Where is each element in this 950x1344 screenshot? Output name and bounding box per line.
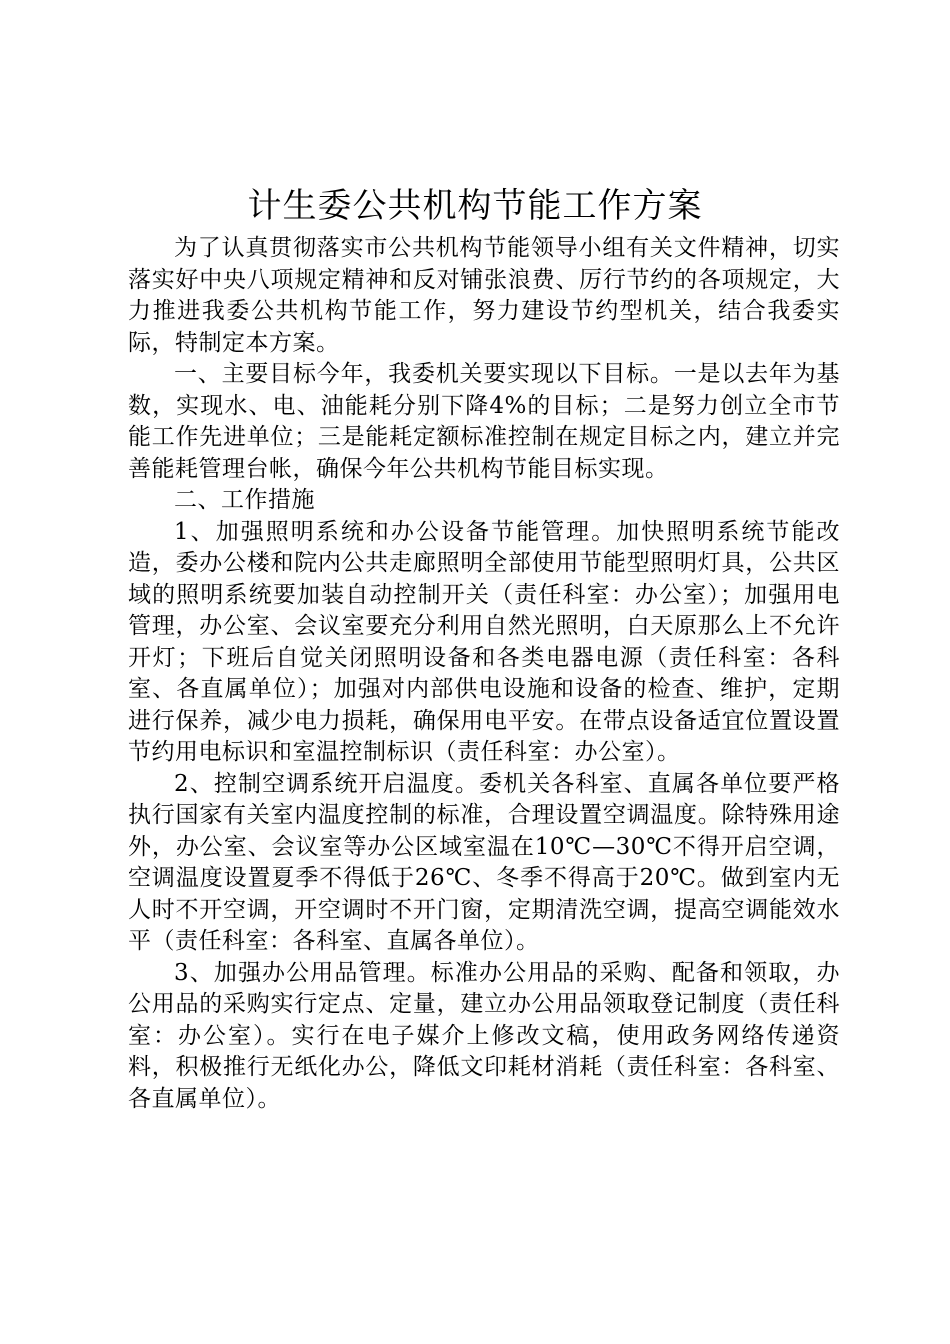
document-title: 计生委公共机构节能工作方案	[247, 186, 703, 226]
paragraph-lighting-management: 1、加强照明系统和办公设备节能管理。加快照明系统节能改造，委办公楼和院内公共走廊照明全部使用节能型照明灯具，公共区域的照明系统要加装自动控制开关（责任科室：办公室）；加强用电管理，办公室、会议室要充分利用自然光照明，白天原那么上不允许开灯；下班后自觉关闭照明设备和各类电器电源（责任科室：各科室、各直属单位）；加强对内部供电设施和设备的检查、维护，定期进行保养，减少电力损耗，确保用电平安。在带点设备适宜位置设置节约用电标识和室温控制标识（责任科室：办公室）。	[128, 518, 840, 765]
paragraph-air-conditioning-control: 2、控制空调系统开启温度。委机关各科室、直属各单位要严格执行国家有关室内温度控制的标准，合理设置空调温度。除特殊用途外，办公室、会议室等办公区域室温在10℃—30℃不得开启空调，空调温度设置夏季不得低于26℃、冬季不得高于20℃。做到室内无人时不开空调，开空调时不开门窗，定期清洗空调，提高空调能效水平（责任科室：各科室、直属各单位）。	[128, 770, 840, 954]
paragraph-main-goals: 一、主要目标今年，我委机关要实现以下目标。一是以去年为基数，实现水、电、油能耗分别下降4%的目标；二是努力创立全市节能工作先进单位；三是能耗定额标准控制在规定目标之内，建立并完善能耗管理台帐，确保今年公共机构节能目标实现。	[128, 361, 840, 482]
document-body	[128, 233, 840, 1115]
paragraph-intro: 为了认真贯彻落实市公共机构节能领导小组有关文件精神，切实落实好中央八项规定精神和反对铺张浪费、厉行节约的各项规定，大力推进我委公共机构节能工作，努力建设节约型机关，结合我委实际，特制定本方案。	[128, 235, 840, 356]
paragraph-office-supplies: 3、加强办公用品管理。标准办公用品的采购、配备和领取，办公用品的采购实行定点、定量，建立办公用品领取登记制度（责任科室：办公室）。实行在电子媒介上修改文稿，使用政务网络传递资料，积极推行无纸化办公，降低文印耗材消耗（责任科室：各科室、各直属单位）。	[128, 959, 840, 1112]
paragraph-work-measures-heading: 二、工作措施	[174, 487, 315, 513]
